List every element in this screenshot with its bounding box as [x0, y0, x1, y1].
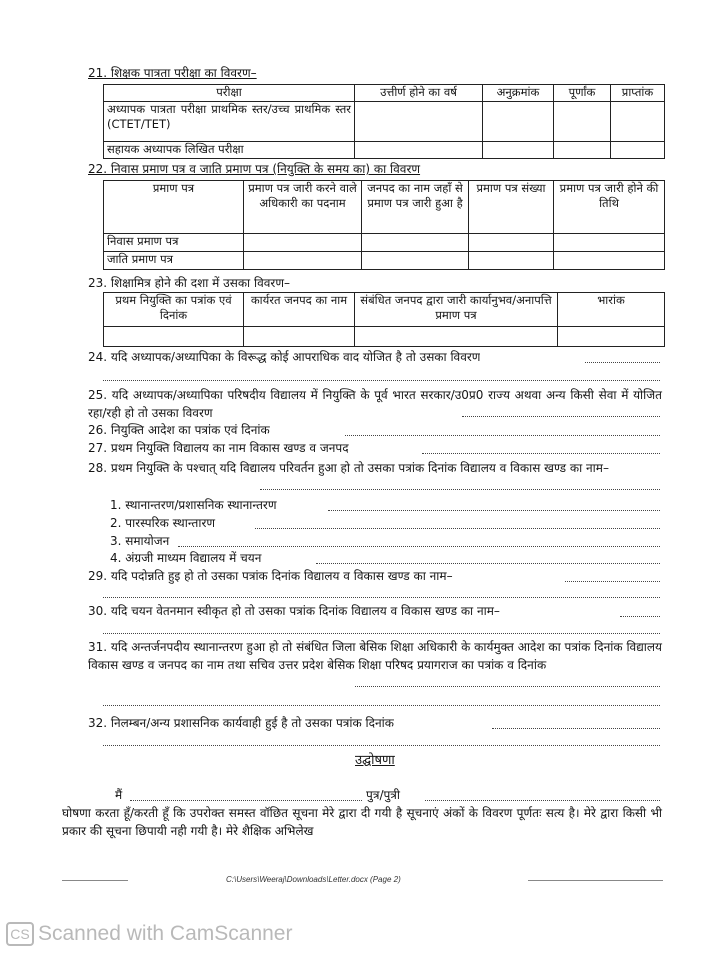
q28-item-mutual-transfer: 2. पारस्परिक स्थान्तारण — [110, 516, 216, 530]
question-25: 25. यदि अध्यापक/अध्यापिका परिषदीय विद्यालय में नियुक्ति के पूर्व भारत सरकार/उ0प्र0 राज्य अथवा अन्य किसी सेवा में योजित रहा/रही हो तो उसका विवरण — [88, 388, 662, 420]
field-ctet-max[interactable] — [554, 102, 611, 142]
q28-item-english-medium: 4. अंग्रजी माध्यम विद्यालय में चयन — [110, 551, 262, 565]
declaration-son-daughter: पुत्र/पुत्री — [366, 788, 401, 802]
answer-32-line-2[interactable] — [103, 745, 660, 746]
question-26: 26. नियुक्ति आदेश का पत्रांक एवं दिनांक — [88, 423, 270, 437]
answer-32-line-1[interactable] — [492, 728, 660, 729]
col-issue-date-header: प्रमाण पत्र जारी होने की तिथि — [554, 181, 665, 234]
q28-item-transfer: 1. स्थानान्तरण/प्रशासनिक स्थानान्तरण — [110, 498, 277, 512]
answer-30-line-1[interactable] — [620, 616, 660, 617]
declaration-i: मैं — [115, 788, 123, 802]
answer-31-line-1[interactable] — [355, 686, 660, 687]
answer-25-line[interactable] — [462, 416, 660, 417]
field-caste-officer[interactable] — [244, 252, 362, 270]
question-27: 27. प्रथम नियुक्ति विद्यालय का नाम विकास खण्ड व जनपद — [88, 441, 349, 455]
field-res-officer[interactable] — [244, 234, 362, 252]
footer-rule-right — [528, 880, 663, 881]
field-res-number[interactable] — [469, 234, 554, 252]
col-weightage-header: भारांक — [558, 293, 665, 327]
section-22-title: 22. निवास प्रमाण पत्र व जाति प्रमाण पत्र (नियुक्ति के समय का) का विवरण — [88, 162, 421, 176]
row-ctet-tet: अध्यापक पात्रता परीक्षा प्राथमिक स्तर/उच्च प्राथमिक स्तर (CTET/TET) — [104, 102, 355, 142]
field-ctet-year[interactable] — [355, 102, 483, 142]
field-first-appointment[interactable] — [104, 327, 244, 347]
answer-27-line[interactable] — [422, 453, 660, 454]
question-32: 32. निलम्बन/अन्य प्रशासनिक कार्यवाही हुई है तो उसका पत्रांक दिनांक — [88, 716, 395, 730]
col-obtained-marks-header: प्राप्तांक — [611, 85, 665, 102]
field-written-max[interactable] — [554, 142, 611, 159]
teacher-eligibility-table — [103, 84, 665, 159]
row-written-exam: सहायक अध्यापक लिखित परीक्षा — [104, 142, 355, 159]
answer-24-line-2[interactable] — [103, 380, 660, 381]
row-caste-cert: जाति प्रमाण पत्र — [104, 252, 244, 270]
col-pass-year-header: उत्तीर्ण होने का वर्ष — [355, 85, 483, 102]
field-written-roll[interactable] — [483, 142, 554, 159]
field-working-district[interactable] — [244, 327, 355, 347]
col-experience-cert-header: संबंधित जनपद द्वारा जारी कार्यानुभव/अनापत्ति प्रमाण पत्र — [355, 293, 558, 327]
question-24: 24. यदि अध्यापक/अध्यापिका के विरूद्ध कोई आपराधिक वाद योजित है तो उसका विवरण — [88, 350, 481, 364]
question-29: 29. यदि पदोन्नति हुइ हो तो उसका पत्रांक दिनांक विद्यालय व विकास खण्ड का नाम– — [88, 569, 453, 583]
q28-item-adjustment: 3. समायोजन — [110, 534, 170, 548]
col-certificate-header: प्रमाण पत्र — [104, 181, 244, 234]
field-caste-date[interactable] — [554, 252, 665, 270]
camscanner-text: Scanned with CamScanner — [38, 922, 293, 945]
answer-31-line-2[interactable] — [103, 705, 660, 706]
answer-26-line[interactable] — [345, 435, 660, 436]
answer-30-line-2[interactable] — [103, 633, 660, 634]
shiksha-mitra-table — [103, 292, 665, 347]
field-weightage[interactable] — [558, 327, 665, 347]
parent-name-field[interactable] — [425, 800, 660, 801]
col-cert-number-header: प्रमाण पत्र संख्या — [469, 181, 554, 234]
camscanner-logo-icon: CS — [6, 922, 34, 946]
col-roll-no-header: अनुक्रमांक — [483, 85, 554, 102]
col-max-marks-header: पूर्णांक — [554, 85, 611, 102]
declaration-title: उद्घोषणा — [355, 753, 395, 768]
answer-28-3-line[interactable] — [178, 546, 660, 547]
col-first-appointment-header: प्रथम नियुक्ति का पत्रांक एवं दिनांक — [104, 293, 244, 327]
field-written-obtained[interactable] — [611, 142, 665, 159]
question-30: 30. यदि चयन वेतनमान स्वीकृत हो तो उसका पत्रांक दिनांक विद्यालय व विकास खण्ड का नाम– — [88, 604, 500, 618]
footer-rule-left — [62, 880, 128, 881]
declarant-name-field[interactable] — [130, 800, 362, 801]
section-23-title: 23. शिक्षामित्र होने की दशा में उसका विवरण– — [88, 276, 291, 290]
col-working-district-header: कार्यरत जनपद का नाम — [244, 293, 355, 327]
col-exam-header: परीक्षा — [104, 85, 355, 102]
field-written-year[interactable] — [355, 142, 483, 159]
answer-28-line[interactable] — [260, 489, 660, 490]
section-21-title: 21. शिक्षक पात्रता परीक्षा का विवरण– — [88, 66, 257, 80]
field-ctet-roll[interactable] — [483, 102, 554, 142]
question-31: 31. यदि अन्तर्जनपदीय स्थानान्तरण हुआ हो तो संबंधित जिला बेसिक शिक्षा अधिकारी के कार्यमुक्त आदेश का पत्रांक दिनांक विद्यालय विकास खण्ड व जनपद का नाम तथा सचिव उत्तर प्रदेश बेसिक शिक्षा परिषद प्रयागराज का पत्रांक व दिनांक — [88, 640, 662, 672]
row-residence-cert: निवास प्रमाण पत्र — [104, 234, 244, 252]
field-res-date[interactable] — [554, 234, 665, 252]
answer-29-line-1[interactable] — [565, 581, 660, 582]
field-ctet-obtained[interactable] — [611, 102, 665, 142]
question-28: 28. प्रथम नियुक्ति के पश्चात् यदि विद्यालय परिवर्तन हुआ हो तो उसका पत्रांक दिनांक विद्यालय व विकास खण्ड का नाम– — [88, 461, 609, 475]
certificate-table — [103, 180, 665, 270]
answer-28-2-line[interactable] — [255, 528, 660, 529]
camscanner-watermark — [6, 922, 292, 946]
answer-28-4-line[interactable] — [316, 563, 660, 564]
answer-28-1-line[interactable] — [328, 510, 660, 511]
answer-29-line-2[interactable] — [103, 597, 660, 598]
col-district-header: जनपद का नाम जहाँ से प्रमाण पत्र जारी हुआ है — [362, 181, 469, 234]
answer-24-line-1[interactable] — [585, 362, 660, 363]
field-experience-cert[interactable] — [355, 327, 558, 347]
field-caste-number[interactable] — [469, 252, 554, 270]
footer-file-path: C:\Users\Weeraj\Downloads\Letter.docx (Page 2) — [226, 875, 401, 884]
field-res-district[interactable] — [362, 234, 469, 252]
col-issuing-officer-header: प्रमाण पत्र जारी करने वाले अधिकारी का पदनाम — [244, 181, 362, 234]
field-caste-district[interactable] — [362, 252, 469, 270]
declaration-body: घोषणा करता हूँ/करती हूँ कि उपरोक्त समस्त वॉछित सूचना मेरे द्वारा दी गयी है सूचनाएं अंकों के विवरण पूर्णतः सत्य है। मेरे द्वारा किसी भी प्रकार की सूचना छिपायी नही गयी है। मेरे शैक्षिक अभिलेख — [62, 806, 662, 838]
